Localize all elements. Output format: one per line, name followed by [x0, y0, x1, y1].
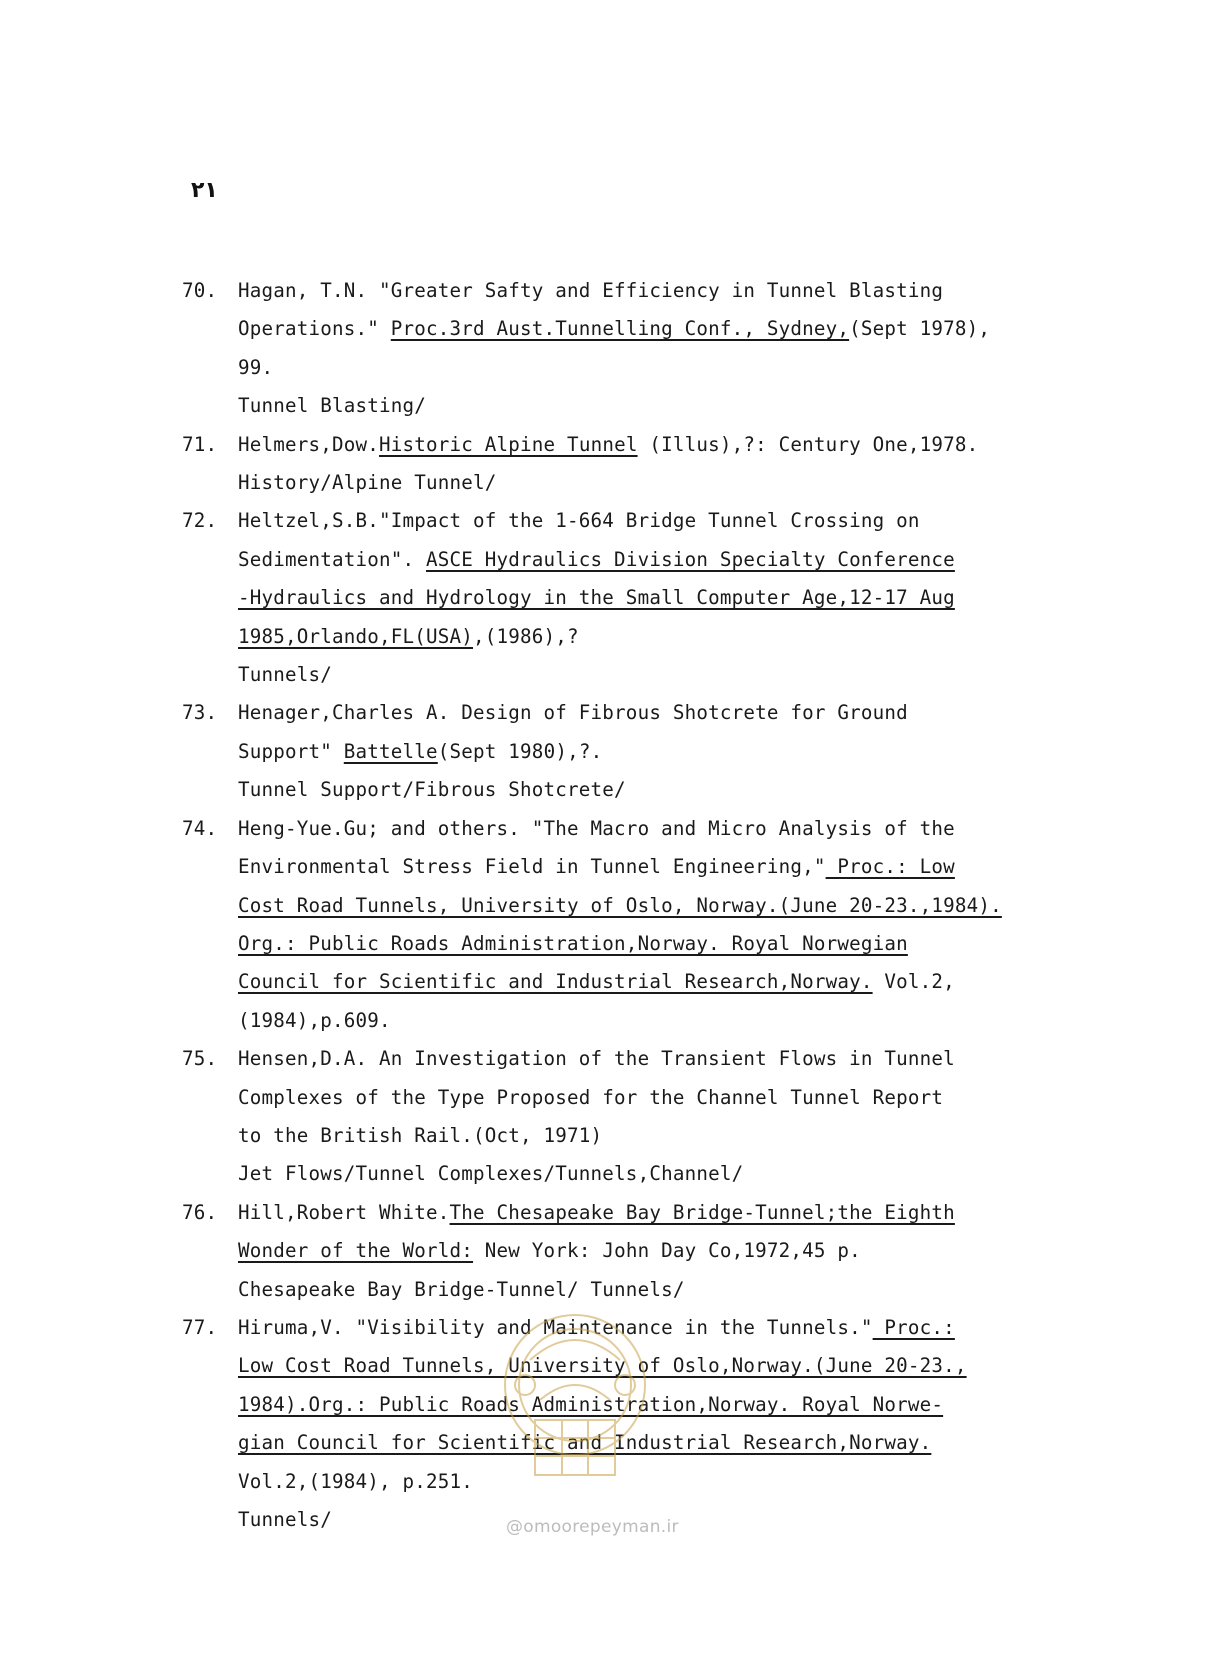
entry-line: [238, 1386, 1062, 1424]
entry-line: [238, 1079, 1062, 1117]
entry-line: [238, 349, 1062, 387]
entry-line: [238, 272, 1062, 310]
entry-line: [238, 694, 1062, 732]
underlined-title: Proc.: Low: [825, 855, 955, 879]
entry-line: [238, 541, 1062, 579]
citation-text: New York: John Day Co,1972,45 p.: [473, 1239, 861, 1263]
citation-text: (Illus),?: Century One,1978.: [637, 432, 979, 456]
bibliography-entry: [182, 1309, 1062, 1539]
citation-text: Hagan, T.N. "Greater Safty and Efficiency in Tunnel Blasting: [238, 279, 944, 302]
citation-text: Chesapeake Bay Bridge-Tunnel/ Tunnels/: [238, 1277, 685, 1301]
citation-text: Hill,Robert White.: [238, 1200, 450, 1224]
citation-text: Sedimentation".: [238, 547, 427, 571]
citation-text: Henager,Charles A. Design of Fibrous Shotcrete for Ground: [238, 701, 908, 725]
citation-text: History/Alpine Tunnel/: [238, 471, 497, 495]
citation-text: Hiruma,V. "Visibility and Maintenance in the Tunnels.": [238, 1315, 873, 1339]
citation-text: Vol.2,(1984), p.251.: [238, 1469, 474, 1493]
citation-text: ,(1986),?: [473, 624, 579, 648]
entry-line: [238, 887, 1062, 925]
underlined-title: ASCE Hydraulics Division Specialty Conference: [426, 547, 955, 571]
entry-number: 77.: [182, 1315, 218, 1339]
citation-text: (1984),p.609.: [238, 1008, 391, 1032]
citation-text: Complexes of the Type Proposed for the Channel Tunnel Report: [238, 1085, 944, 1109]
citation-text: to the British Rail.(Oct, 1971): [238, 1123, 603, 1147]
citation-text: 99.: [238, 355, 274, 379]
entry-line: [238, 387, 1062, 425]
entry-line: [238, 1232, 1062, 1270]
entry-line: [238, 426, 1062, 464]
bibliography-entry: [182, 810, 1062, 1040]
bibliography-entry: [182, 694, 1062, 809]
entry-line: [238, 1002, 1062, 1040]
entry-number: 73.: [182, 701, 218, 725]
underlined-title: Org.: Public Roads Administration,Norway. Royal Norwegian: [238, 931, 908, 955]
entry-line: [238, 1347, 1062, 1385]
citation-text: Vol.2,: [872, 970, 955, 994]
citation-text: Operations.": [238, 317, 391, 341]
underlined-title: Proc.:: [872, 1315, 955, 1339]
bibliography-entry: [182, 1194, 1062, 1309]
entry-line: [238, 1463, 1062, 1501]
bibliography-list: [182, 272, 1062, 1539]
bibliography-entry: [182, 272, 1062, 426]
citation-text: Hensen,D.A. An Investigation of the Transient Flows in Tunnel: [238, 1047, 955, 1071]
entry-number: 75.: [182, 1047, 218, 1071]
underlined-title: 1984).Org.: Public Roads Administration,Norway. Royal Norwe-: [238, 1392, 944, 1416]
entry-line: [238, 963, 1062, 1001]
citation-text: Tunnel Blasting/: [238, 394, 427, 418]
entry-number: 76.: [182, 1200, 218, 1224]
entry-line: [238, 1155, 1062, 1193]
entry-line: [238, 925, 1062, 963]
underlined-title: 1985,Orlando,FL(USA): [238, 624, 474, 648]
entry-line: [238, 1424, 1062, 1462]
citation-text: Tunnels/: [238, 1508, 333, 1531]
entry-line: [238, 1194, 1062, 1232]
entry-line: [238, 502, 1062, 540]
citation-text: Environmental Stress Field in Tunnel Engineering,": [238, 855, 826, 879]
page-number: ۲۱: [191, 178, 218, 203]
entry-line: [238, 1117, 1062, 1155]
entry-line: [238, 848, 1062, 886]
entry-line: [238, 656, 1062, 694]
bibliography-entry: [182, 502, 1062, 694]
citation-text: Jet Flows/Tunnel Complexes/Tunnels,Channel/: [238, 1162, 744, 1186]
underlined-title: Low Cost Road Tunnels, University of Oslo,Norway.(June 20-23.,: [238, 1354, 967, 1378]
entry-line: [238, 310, 1062, 348]
entry-line: [238, 771, 1062, 809]
entry-line: [238, 733, 1062, 771]
underlined-title: -Hydraulics and Hydrology in the Small Computer Age,12-17 Aug: [238, 586, 955, 610]
underlined-title: The Chesapeake Bay Bridge-Tunnel;the Eighth: [449, 1200, 955, 1224]
citation-text: Heng-Yue.Gu; and others. "The Macro and Micro Analysis of the: [238, 816, 955, 840]
underlined-title: Wonder of the World:: [238, 1239, 474, 1263]
underlined-title: Battelle: [343, 739, 438, 763]
entry-line: [238, 464, 1062, 502]
bibliography-entry: [182, 1040, 1062, 1194]
citation-text: Tunnel Support/Fibrous Shotcrete/: [238, 778, 626, 802]
underlined-title: Cost Road Tunnels, University of Oslo, Norway.(June 20-23.,1984).: [238, 893, 1002, 917]
underlined-title: Proc.3rd Aust.Tunnelling Conf., Sydney,: [390, 317, 850, 341]
watermark-text: @omoorepeyman.ir: [506, 1517, 679, 1537]
entry-line: [238, 579, 1062, 617]
underlined-title: Historic Alpine Tunnel: [379, 432, 638, 456]
entry-line: [238, 810, 1062, 848]
entry-number: 70.: [182, 279, 218, 302]
entry-line: [238, 1271, 1062, 1309]
entry-number: 74.: [182, 816, 218, 840]
citation-text: Tunnels/: [238, 663, 333, 687]
citation-text: Support": [238, 739, 344, 763]
citation-text: Heltzel,S.B."Impact of the 1-664 Bridge Tunnel Crossing on: [238, 509, 920, 533]
citation-text: Helmers,Dow.: [238, 432, 380, 456]
entry-number: 72.: [182, 509, 218, 533]
underlined-title: Council for Scientific and Industrial Research,Norway.: [238, 970, 873, 994]
entry-line: [238, 1309, 1062, 1347]
citation-text: (Sept 1978),: [849, 317, 991, 341]
citation-text: (Sept 1980),?.: [437, 739, 603, 763]
entry-line: [238, 1040, 1062, 1078]
entry-line: [238, 618, 1062, 656]
bibliography-entry: [182, 426, 1062, 503]
entry-number: 71.: [182, 432, 218, 456]
underlined-title: gian Council for Scientific and Industrial Research,Norway.: [238, 1431, 932, 1455]
